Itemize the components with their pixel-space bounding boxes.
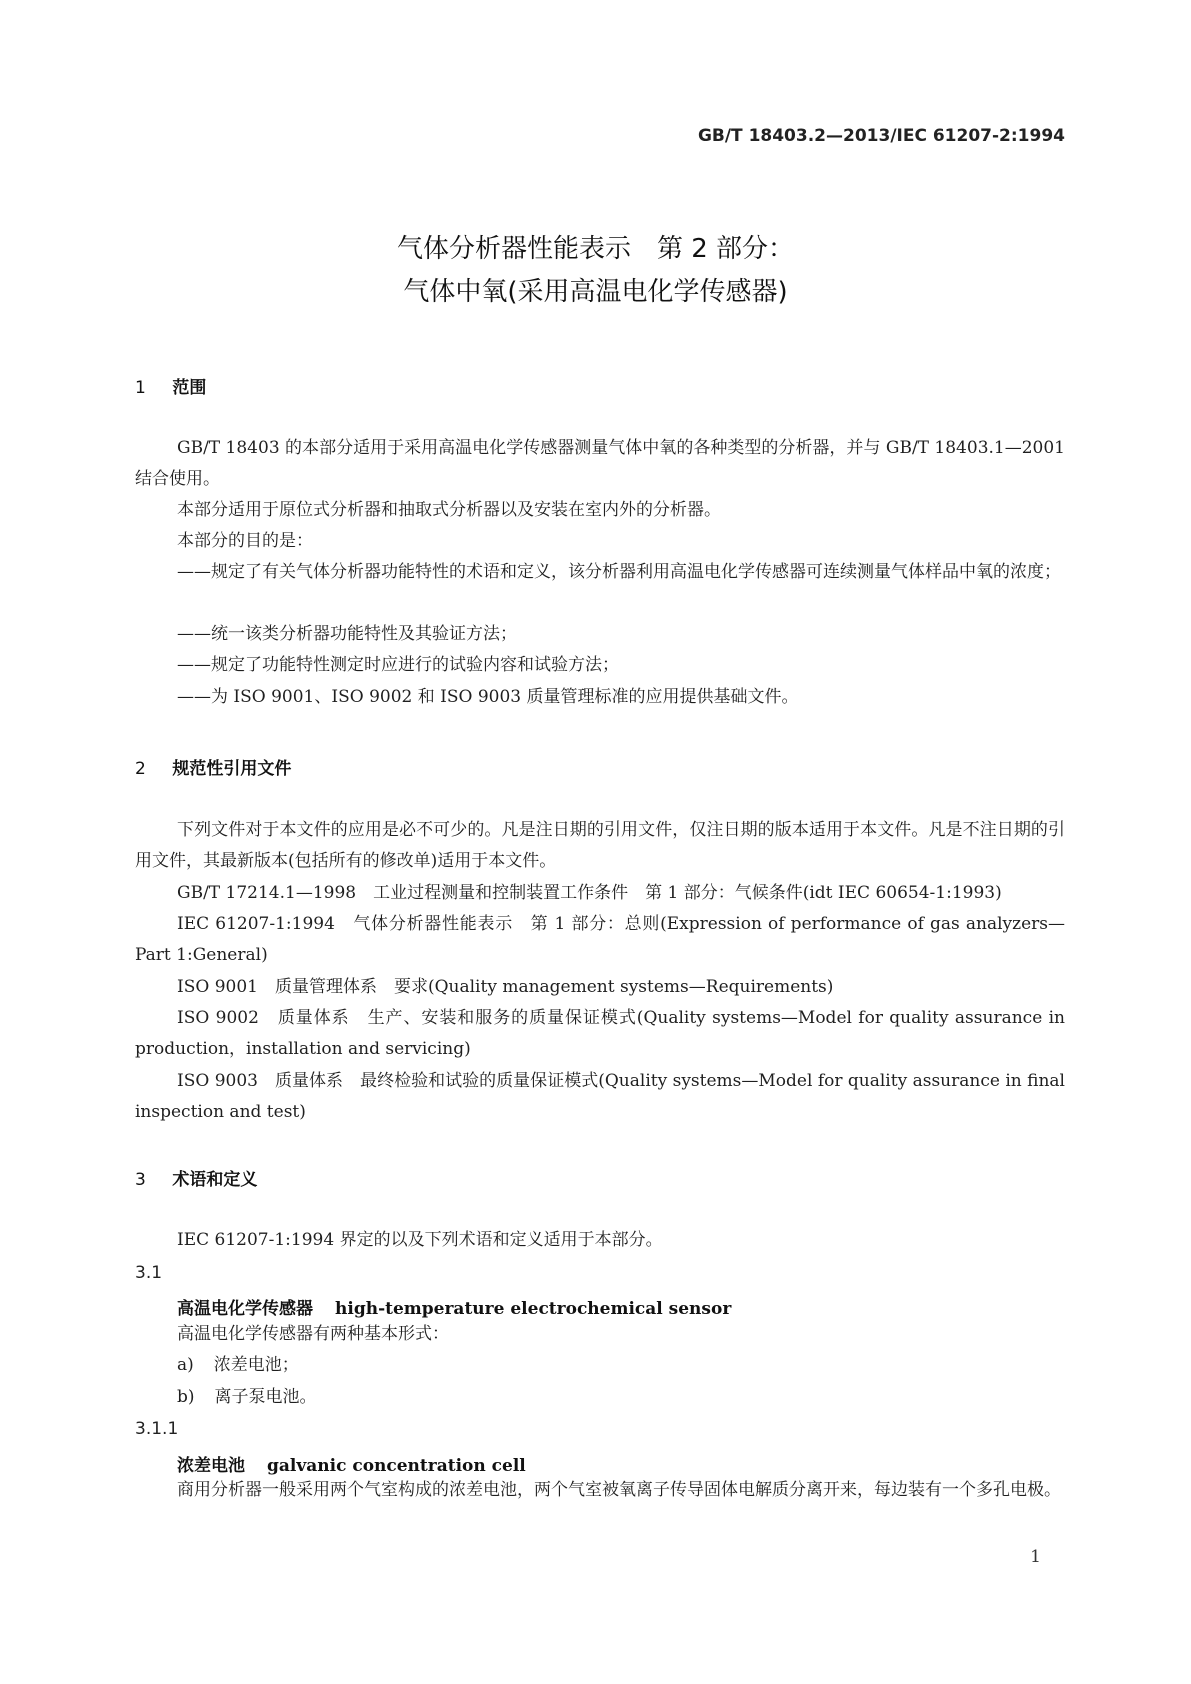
reference-entry: IEC 61207-1:1994 气体分析器性能表示 第 1 部分：总则(Expression of performance of gas analyzers—Part 1:General) bbox=[135, 914, 1065, 965]
section-title: 术语和定义 bbox=[172, 1170, 258, 1190]
term-3-1-description: 高温电化学传感器有两种基本形式： bbox=[177, 1324, 449, 1344]
dash-mark: —— bbox=[177, 655, 211, 675]
section-number: 3 bbox=[135, 1170, 146, 1190]
section-number: 2 bbox=[135, 759, 146, 779]
section-number: 1 bbox=[135, 378, 146, 398]
terms-intro: IEC 61207-1:1994 界定的以及下列术语和定义适用于本部分。 bbox=[177, 1230, 663, 1250]
term-chinese: 浓差电池 bbox=[177, 1456, 245, 1476]
list-label: b) bbox=[177, 1387, 195, 1407]
reference-entry: ISO 9002 质量体系 生产、安装和服务的质量保证模式(Quality systems—Model for quality assurance in production，installation and servicing) bbox=[135, 1008, 1065, 1059]
document-title bbox=[0, 228, 1191, 314]
dash-mark: —— bbox=[177, 562, 211, 582]
term-3-1-item-b: b) 离子泵电池。 bbox=[177, 1387, 317, 1407]
scope-paragraph-1: GB/T 18403 的本部分适用于采用高温电化学传感器测量气体中氧的各种类型的分析器，并与 GB/T 18403.1—2001 结合使用。 bbox=[135, 438, 1065, 489]
term-3-1-1-description: 商用分析器一般采用两个气室构成的浓差电池，两个气室被氧离子传导固体电解质分离开来，每边装有一个多孔电极。 bbox=[177, 1480, 1061, 1500]
scope-list-item: ——为 ISO 9001、ISO 9002 和 ISO 9003 质量管理标准的应用提供基础文件。 bbox=[177, 687, 799, 707]
section-heading-scope bbox=[135, 373, 1191, 398]
term-3-1-1 bbox=[177, 1451, 1191, 1476]
title-line-2: 气体中氧(采用高温电化学传感器) bbox=[403, 277, 788, 307]
reference-entry: ISO 9003 质量体系 最终检验和试验的质量保证模式(Quality systems—Model for quality assurance in final inspection and test) bbox=[135, 1071, 1065, 1122]
section-heading-normative-references bbox=[135, 754, 1191, 779]
reference-entry: ISO 9001 质量管理体系 要求(Quality management systems—Requirements) bbox=[177, 977, 834, 997]
reference-entry: GB/T 17214.1—1998 工业过程测量和控制装置工作条件 第 1 部分：气候条件(idt IEC 60654-1:1993) bbox=[177, 883, 1002, 903]
term-3-1-item-a: a) 浓差电池； bbox=[177, 1355, 299, 1375]
page-number: 1 bbox=[1030, 1547, 1041, 1567]
section-heading-terms-definitions bbox=[135, 1165, 1191, 1190]
scope-list-item: ——规定了有关气体分析器功能特性的术语和定义，该分析器利用高温电化学传感器可连续测量气体样品中氧的浓度； bbox=[177, 562, 1061, 582]
dash-mark: —— bbox=[177, 624, 211, 644]
term-3-1 bbox=[177, 1294, 1191, 1319]
clause-number-3-1-1: 3.1.1 bbox=[135, 1419, 179, 1439]
references-intro: 下列文件对于本文件的应用是必不可少的。凡是注日期的引用文件，仅注日期的版本适用于本文件。凡是不注日期的引用文件，其最新版本(包括所有的修改单)适用于本文件。 bbox=[135, 820, 1065, 871]
section-title: 范围 bbox=[172, 378, 207, 398]
standard-code-header: GB/T 18403.2—2013/IEC 61207-2:1994 bbox=[697, 126, 1065, 146]
clause-number-3-1: 3.1 bbox=[135, 1263, 163, 1283]
list-label: a) bbox=[177, 1355, 194, 1375]
term-english: high-temperature electrochemical sensor bbox=[335, 1299, 732, 1319]
scope-paragraph-3: 本部分的目的是： bbox=[177, 531, 313, 551]
term-english: galvanic concentration cell bbox=[267, 1456, 526, 1476]
dash-mark: —— bbox=[177, 687, 211, 707]
title-line-1: 气体分析器性能表示 第 2 部分： bbox=[396, 234, 795, 264]
term-chinese: 高温电化学传感器 bbox=[177, 1299, 313, 1319]
scope-list-item: ——规定了功能特性测定时应进行的试验内容和试验方法； bbox=[177, 655, 619, 675]
section-title: 规范性引用文件 bbox=[172, 759, 292, 779]
scope-paragraph-2: 本部分适用于原位式分析器和抽取式分析器以及安装在室内外的分析器。 bbox=[177, 500, 721, 520]
scope-list-item: ——统一该类分析器功能特性及其验证方法； bbox=[177, 624, 517, 644]
